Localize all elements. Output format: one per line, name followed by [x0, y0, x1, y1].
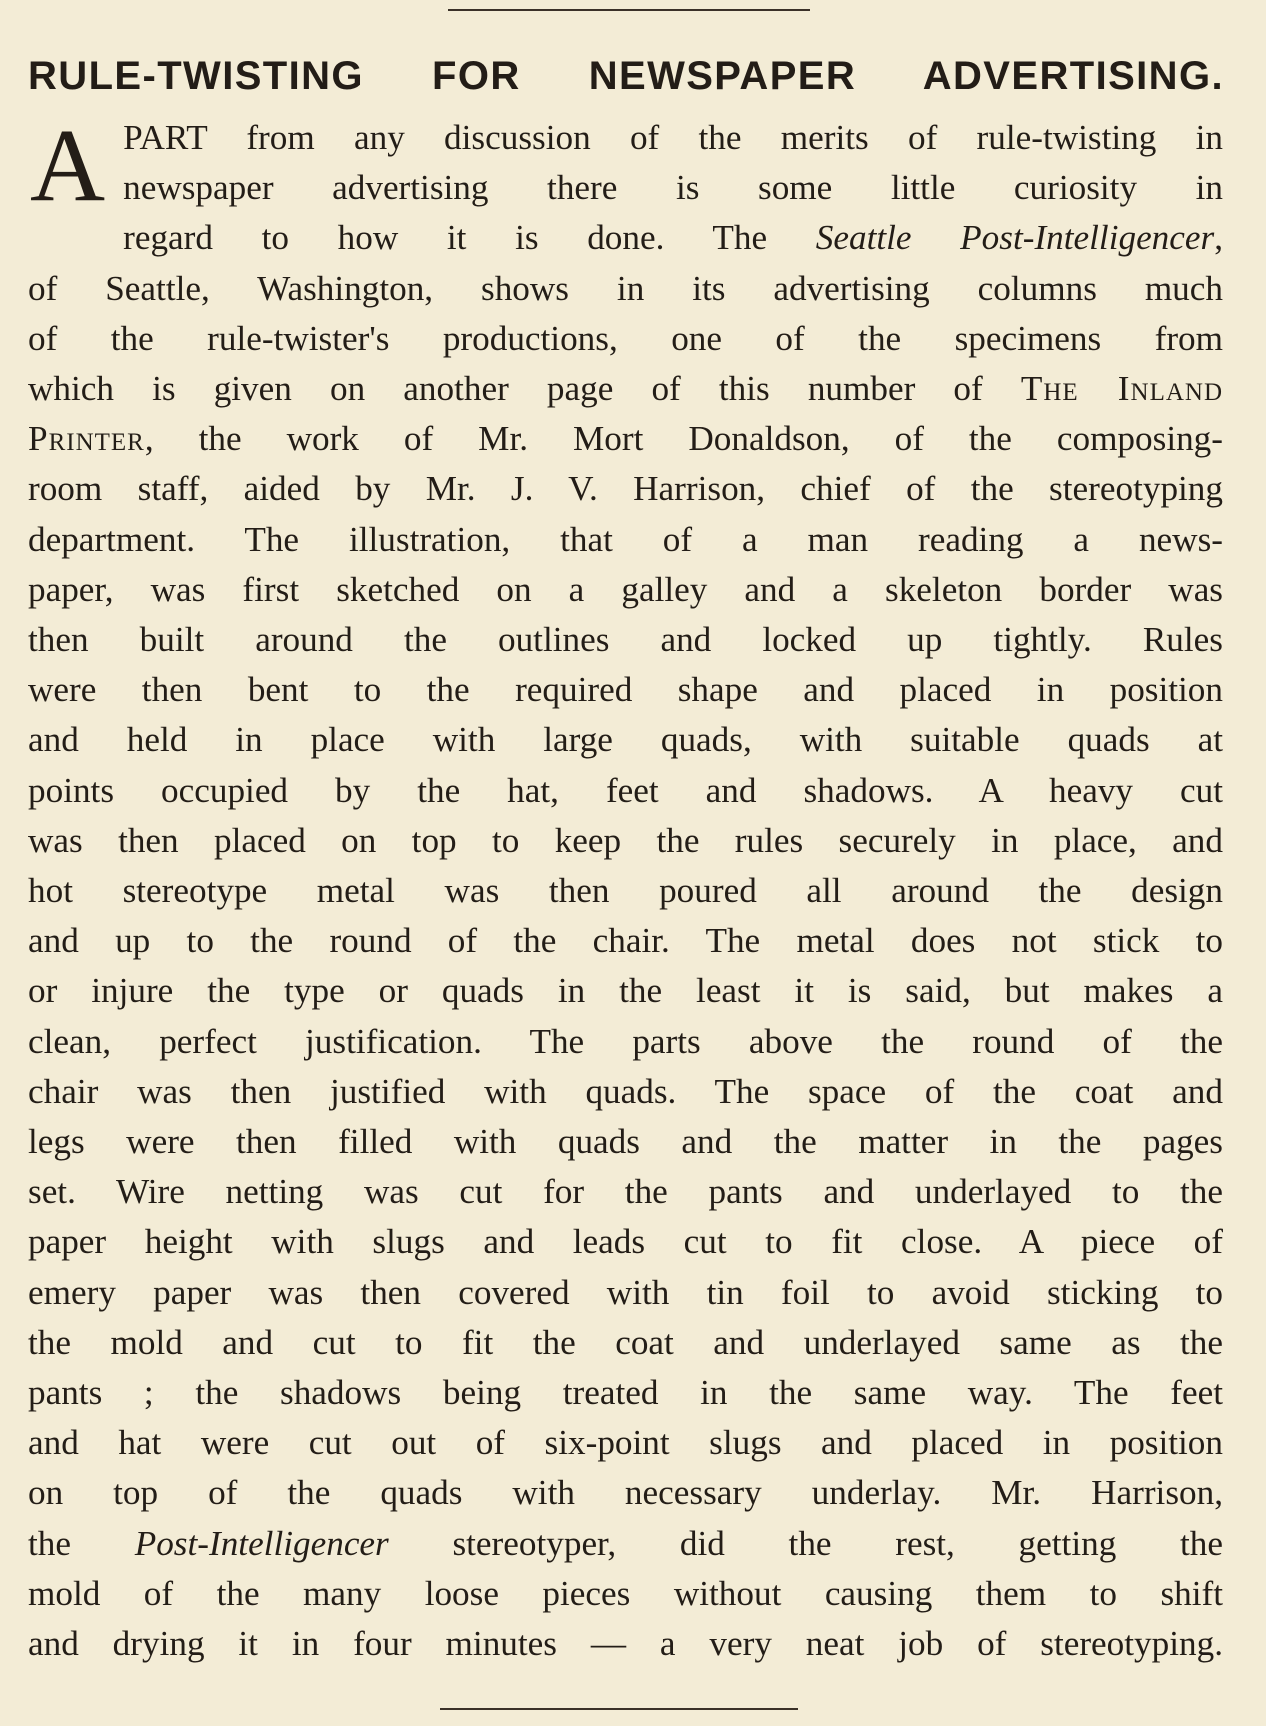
text-line — [28, 1067, 1223, 1117]
text-line — [28, 1268, 1223, 1318]
text-line — [28, 314, 1223, 364]
text-line — [28, 264, 1223, 314]
drop-cap: A — [30, 108, 106, 223]
text-line — [28, 1418, 1223, 1468]
text-run: , — [1214, 218, 1224, 258]
top-rule — [448, 9, 810, 11]
text-run: were then bent to the required shape and placed in position — [28, 670, 1223, 710]
text-run: stereotyper, did the rest, getting the — [388, 1523, 1223, 1563]
text-run: and hat were cut out of six-point slugs and placed in position — [28, 1423, 1223, 1463]
text-line — [28, 565, 1223, 615]
text-line — [28, 213, 1223, 263]
text-line — [28, 1619, 1223, 1669]
text-line — [28, 715, 1223, 765]
text-run: then built around the outlines and locked up tightly. Rules — [28, 620, 1223, 660]
text-line — [28, 866, 1223, 916]
text-line — [28, 1167, 1223, 1217]
text-run: paper, was first sketched on a galley and a skeleton border was — [28, 569, 1223, 609]
text-run: department. The illustration, that of a man reading a news- — [28, 519, 1223, 559]
text-line — [28, 916, 1223, 966]
text-line — [28, 163, 1223, 213]
text-run: chair was then justified with quads. The space of the coat and — [28, 1071, 1223, 1111]
text-line — [28, 1217, 1223, 1267]
text-run: the — [28, 1523, 135, 1563]
text-run: which is given on another page of this number of — [28, 369, 1021, 409]
text-line — [28, 615, 1223, 665]
text-line — [28, 1569, 1223, 1619]
text-line — [28, 1519, 1223, 1569]
text-run: was then placed on top to keep the rules securely in place, and — [28, 820, 1223, 860]
text-line — [28, 1368, 1223, 1418]
text-line — [28, 766, 1223, 816]
text-run: room staff, aided by Mr. J. V. Harrison, chief of the stereotyping — [28, 469, 1223, 509]
text-line — [28, 414, 1223, 464]
text-run: newspaper advertising there is some little curiosity in — [123, 168, 1223, 208]
text-run: paper height with slugs and leads cut to fit close. A piece of — [28, 1222, 1223, 1262]
text-run: , the work of Mr. Mort Donaldson, of the composing- — [144, 419, 1223, 459]
text-line — [28, 515, 1223, 565]
italic-run: Seattle Post-Intelligencer — [815, 218, 1215, 258]
text-run: mold of the many loose pieces without causing them to shift — [28, 1573, 1223, 1613]
italic-run: Post-Intelligencer — [134, 1523, 389, 1563]
text-run: on top of the quads with necessary underlay. Mr. Harrison, — [28, 1473, 1223, 1513]
text-line — [28, 966, 1223, 1016]
text-run: points occupied by the hat, feet and shadows. A heavy cut — [28, 770, 1223, 810]
text-run: set. Wire netting was cut for the pants and underlayed to the — [28, 1172, 1223, 1212]
text-run: of the rule-twister's productions, one of the specimens from — [28, 318, 1223, 358]
text-run: emery paper was then covered with tin foil to avoid sticking to — [28, 1272, 1223, 1312]
text-run: the mold and cut to fit the coat and underlayed same as the — [28, 1322, 1223, 1362]
text-run: and drying it in four minutes — a very neat job of stereotyping. — [28, 1624, 1223, 1664]
text-run: legs were then filled with quads and the matter in the pages — [28, 1122, 1223, 1162]
text-run: and up to the round of the chair. The metal does not stick to — [28, 921, 1223, 961]
text-run: of Seattle, Washington, shows in its advertising columns much — [28, 268, 1223, 308]
article-lines — [28, 108, 1224, 1669]
text-line — [28, 113, 1223, 163]
text-line — [28, 364, 1223, 414]
text-run: regard to how it is done. The — [123, 218, 816, 258]
article-title: RULE-TWISTING FOR NEWSPAPER ADVERTISING. — [28, 54, 1224, 98]
text-line — [28, 464, 1223, 514]
bottom-rule — [440, 1708, 798, 1710]
article-body — [28, 108, 1224, 1669]
text-line — [28, 1468, 1223, 1518]
text-line — [28, 1318, 1223, 1368]
text-run: PART from any discussion of the merits of rule-twisting in — [123, 118, 1223, 157]
text-line — [28, 1117, 1223, 1167]
text-line — [28, 816, 1223, 866]
text-line — [28, 1017, 1223, 1067]
text-run: hot stereotype metal was then poured all around the design — [28, 871, 1223, 911]
text-run: or injure the type or quads in the least it is said, but makes a — [28, 971, 1223, 1011]
text-run: clean, perfect justification. The parts above the round of the — [28, 1021, 1223, 1061]
text-run: and held in place with large quads, with suitable quads at — [28, 720, 1223, 760]
text-run: pants ; the shadows being treated in the same way. The feet — [28, 1373, 1223, 1413]
small-caps-run: Printer — [28, 419, 145, 459]
small-caps-run: The Inland — [1020, 369, 1223, 409]
text-line — [28, 665, 1223, 715]
